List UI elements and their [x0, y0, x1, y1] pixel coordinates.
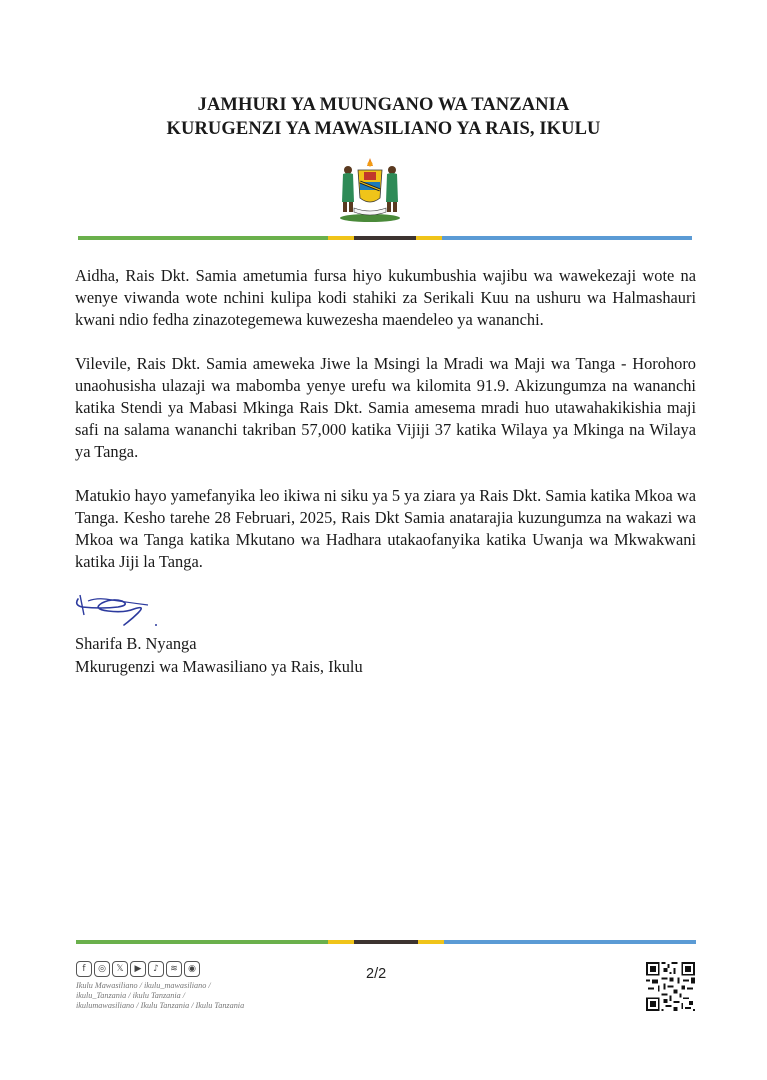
handles-line-3: ikulumawasiliano / Ikulu Tanzania / Ikulu Tanzania — [76, 1001, 245, 1010]
paragraph-1: Aidha, Rais Dkt. Samia ametumia fursa hiyo kukumbushia wajibu wa wawekezaji wote na wenye viwanda wote nchini kulipa kodi stahiki za Serikali Kuu na ushuru wa Halmashauri kwani ndio fedha zinazotegemewa kuwezesha maendeleo ya wananchi. — [75, 266, 696, 329]
signer-block — [75, 632, 363, 678]
social-icons — [76, 961, 200, 977]
header-divider — [78, 236, 692, 240]
header-line-2: KURUGENZI YA MAWASILIANO YA RAIS, IKULU — [166, 119, 601, 139]
page-number: 2/2 — [366, 966, 387, 982]
spotify-icon[interactable]: ≋ — [166, 961, 182, 977]
signer-name: Sharifa B. Nyanga — [75, 634, 197, 653]
podcast-icon[interactable]: ◉ — [184, 961, 200, 977]
signer-title: Mkurugenzi wa Mawasiliano ya Rais, Ikulu — [75, 657, 363, 676]
social-handles — [76, 981, 266, 1011]
footer-divider — [76, 940, 696, 944]
header-line-1: JAMHURI YA MUUNGANO WA TANZANIA — [197, 95, 570, 115]
document-header — [0, 93, 767, 141]
tiktok-icon[interactable]: ♪ — [148, 961, 164, 977]
x-icon[interactable]: 𝕏 — [112, 961, 128, 977]
instagram-icon[interactable]: ◎ — [94, 961, 110, 977]
qr-code-icon[interactable] — [646, 962, 695, 1011]
paragraph-3: Matukio hayo yamefanyika leo ikiwa ni siku ya 5 ya ziara ya Rais Dkt. Samia katika Mkoa wa Tanga. Kesho tarehe 28 Februari, 2025, Rais Dkt Samia anatarajia kuzungumza na wakazi wa Mkoa wa Tanga katika Mkutano wa Hadhara utakaofanyika katika Uwanja wa Mkwakwani katika Jiji la Tanga. — [75, 486, 696, 571]
handles-line-1: Ikulu Mawasiliano / ikulu_mawasiliano / — [76, 981, 211, 990]
signature-image — [72, 585, 162, 631]
youtube-icon[interactable]: ▶ — [130, 961, 146, 977]
handles-line-2: ikulu_Tanzania / ikulu Tanzania / — [76, 991, 186, 1000]
paragraph-2: Vilevile, Rais Dkt. Samia ameweka Jiwe la Msingi la Mradi wa Maji wa Tanga - Horohoro unaohusisha ulazaji wa mabomba yenye urefu wa kilomita 91.9. Akizungumza na wananchi katika Stendi ya Mabasi Mkinga Rais Dkt. Samia amesema mradi huo utawahakikishia maji safi na salama wananchi takriban 57,000 katika Vijiji 37 katika Wilaya ya Mkinga na Wilaya ya Tanga. — [75, 354, 696, 461]
tanzania-coat-of-arms-icon — [334, 152, 406, 224]
facebook-icon[interactable]: f — [76, 961, 92, 977]
body-text — [75, 265, 696, 595]
